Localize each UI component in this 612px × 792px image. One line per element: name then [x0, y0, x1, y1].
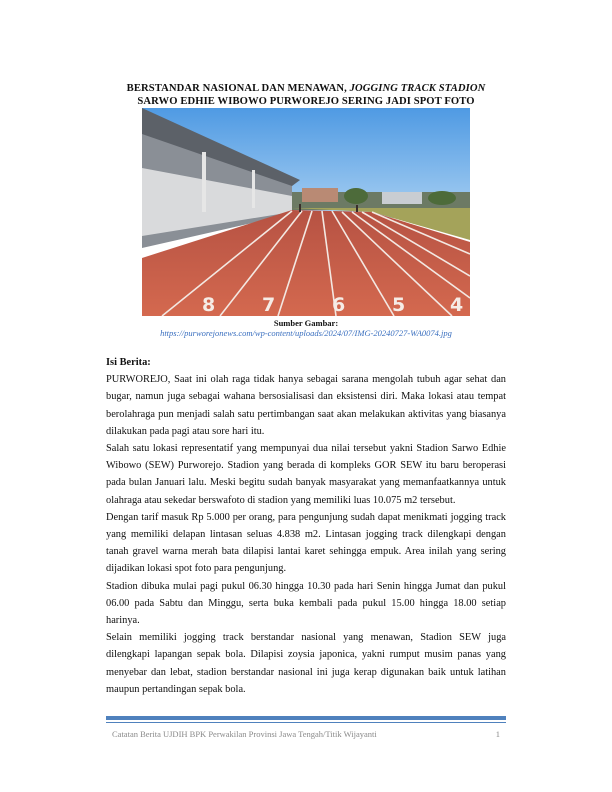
stand-column	[252, 170, 255, 208]
page-footer	[112, 729, 500, 739]
image-caption	[100, 318, 512, 338]
lane-number: 8	[202, 294, 216, 316]
paragraph-3: Dengan tarif masuk Rp 5.000 per orang, para pengunjung sudah dapat menikmati jogging track yang memiliki delapan lintasan seluas 4.838 m2. Lintasan jogging track dilengkapi dengan tanah gravel warna merah bata dilapisi lantai karet sehingga empuk. Area inilah yang sering dijadikan lokasi spot foto para pengunjung.	[106, 511, 506, 575]
footer-rule	[106, 716, 506, 720]
lane-number: 6	[332, 294, 346, 316]
stadium-photo	[142, 108, 470, 316]
paragraph-2: Salah satu lokasi representatif yang mempunyai dua nilai tersebut yakni Stadion Sarwo Edhie Wibowo (SEW) Purworejo. Stadion yang berada di kompleks GOR SEW itu baru beroperasi pada bulan Januari lalu. Meski begitu sudah banyak masyarakat yang memanfaatkannya untuk olahraga atau sekedar berswafoto di stadion yang memiliki luas 10.075 m2 tersebut.	[106, 443, 506, 506]
person	[299, 204, 301, 212]
lane-number: 5	[392, 294, 406, 316]
article-body	[106, 354, 506, 698]
far-building-red	[302, 188, 338, 202]
tree	[428, 191, 456, 205]
footer-text: Catatan Berita UJDIH BPK Perwakilan Provinsi Jawa Tengah/Titik Wijayanti	[112, 729, 377, 739]
title-line-1	[100, 82, 512, 95]
far-building-grey	[382, 192, 422, 204]
caption-label: Sumber Gambar:	[273, 318, 339, 328]
page-number: 1	[495, 729, 500, 739]
title-line-2: SARWO EDHIE WIBOWO PURWOREJO SERING JADI SPOT FOTO	[137, 96, 475, 107]
tree	[344, 188, 368, 204]
paragraph-5: Selain memiliki jogging track berstandar nasional yang menawan, Stadion SEW juga dilengkapi lapangan sepak bola. Dilapisi zoysia japonica, yakni rumput musim panas yang menyebar dan lebat, stadion berstandar nasional ini juga kerap digunakan baik untuk latihan maupun pertandingan sepak bola.	[106, 632, 506, 695]
paragraph-4: Stadion dibuka mulai pagi pukul 06.30 hingga 10.30 pada hari Senin hingga Jumat dan pukul 06.00 pada Sabtu dan Minggu, serta buka kembali pada pukul 15.00 hingga 18.00 setiap harinya.	[106, 580, 506, 627]
lane-number: 7	[262, 294, 276, 316]
lane-number: 4	[450, 294, 464, 316]
title-line-1-plain: BERSTANDAR NASIONAL DAN MENAWAN,	[126, 83, 350, 94]
title-line-1-italic: JOGGING TRACK STADION	[349, 83, 486, 94]
caption-url-link[interactable]: https://purworejonews.com/wp-content/uploads/2024/07/IMG-20240727-WA0074.jpg	[160, 328, 452, 338]
person	[356, 205, 358, 212]
article-title	[100, 82, 512, 108]
paragraph-1: PURWOREJO, Saat ini olah raga tidak hanya sebagai sarana mengolah tubuh agar sehat dan bugar, namun juga sebagai wahana bersosialisasi dan eksistensi diri. Maka lokasi atau tempat berolahraga pun menjadi salah satu pertimbangan saat akan melakukan aktivitas yang biasanya dilakukan pada pagi atau sore hari itu.	[106, 374, 506, 437]
stand-column	[202, 152, 206, 212]
footer-rule-thin	[106, 722, 506, 723]
content-heading: Isi Berita:	[106, 357, 151, 368]
